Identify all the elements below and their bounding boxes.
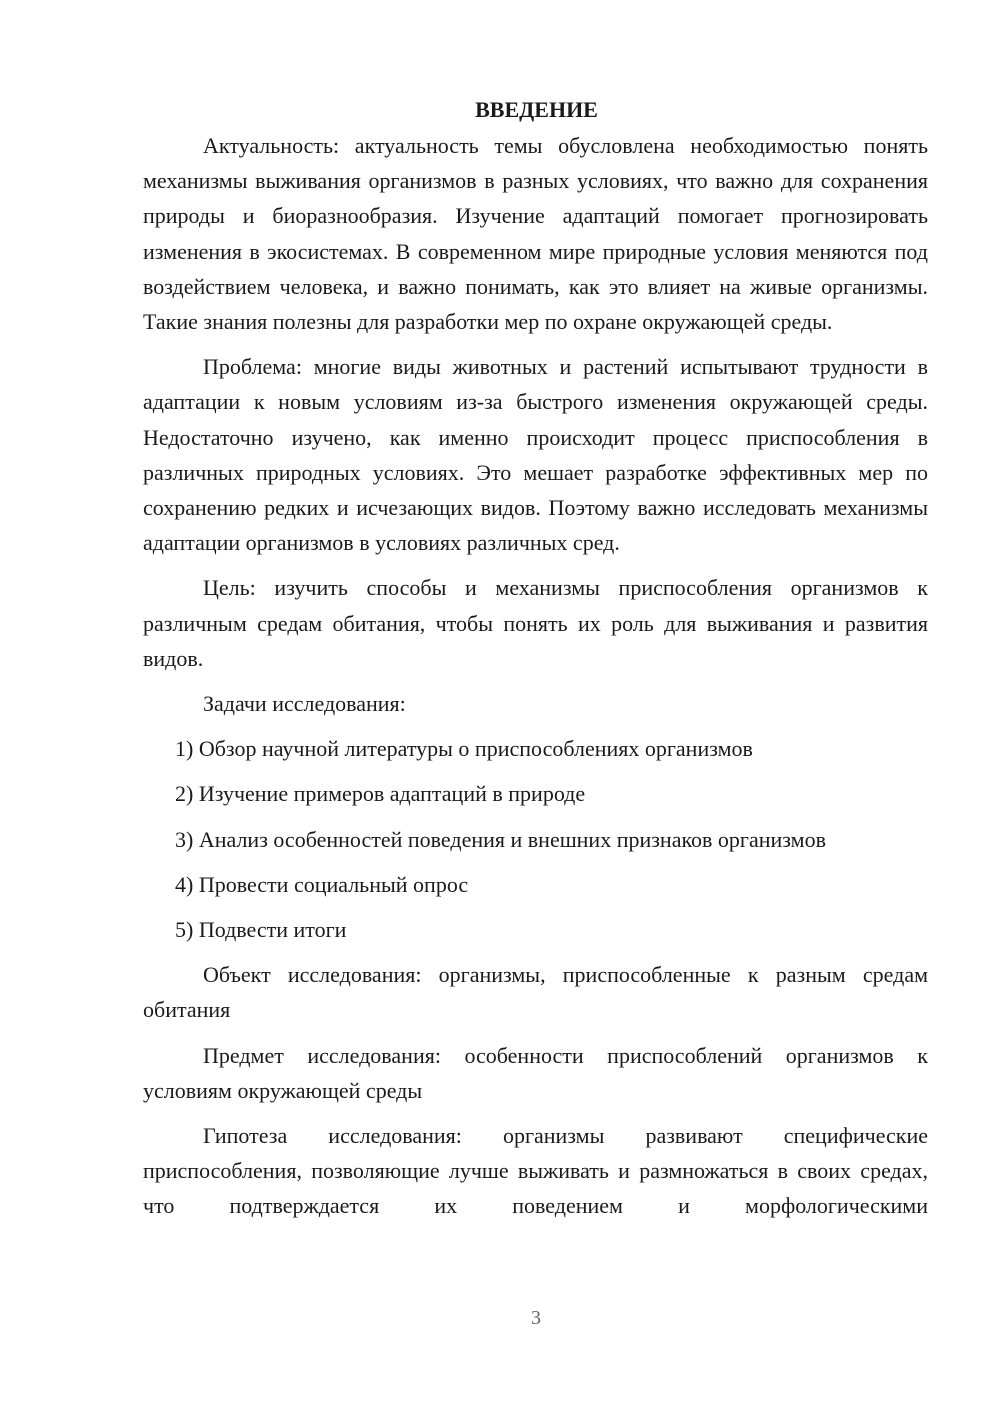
list-item: 1) Обзор научной литературы о приспособлениях организмов	[175, 736, 753, 762]
subject-paragraph: Предмет исследования: особенности приспособлений организмов к условиям окружающей среды	[143, 1042, 928, 1103]
page-number: 3	[531, 1307, 541, 1329]
object-paragraph: Объект исследования: организмы, приспособленные к разным средам обитания	[143, 962, 928, 1023]
list-item: 4) Провести социальный опрос	[175, 871, 469, 897]
list-item: 3) Анализ особенностей поведения и внешних признаков организмов	[175, 826, 826, 852]
list-item: 5) Подвести итоги	[175, 917, 347, 943]
hypothesis-paragraph: Гипотеза исследования: организмы развивают специфические приспособления, позволяющие лучше выживать и размножаться в своих средах, что подтверждается их поведением и морфологическими	[143, 1123, 928, 1219]
list-item: 2) Изучение примеров адаптаций в природе	[175, 781, 586, 807]
tasks-list	[143, 731, 928, 947]
goal-paragraph: Цель: изучить способы и механизмы приспособления организмов к различным средам обитания, чтобы понять их роль для выживания и развития видов.	[143, 575, 928, 671]
relevance-paragraph: Актуальность: актуальность темы обусловлена необходимостью понять механизмы выживания организмов в разных условиях, что важно для сохранения природы и биоразнообразия. Изучение адаптаций помогает прогнозировать изменения в экосистемах. В современном мире природные условия меняются под воздействием человека, и важно понимать, как это влияет на живые организмы. Такие знания полезны для разработки мер по охране окружающей среды.	[143, 133, 928, 335]
tasks-title: Задачи исследования:	[203, 691, 406, 717]
page-title: ВВЕДЕНИЕ	[475, 97, 598, 122]
problem-paragraph: Проблема: многие виды животных и растений испытывают трудности в адаптации к новым условиям из-за быстрого изменения окружающей среды. Недостаточно изучено, как именно происходит процесс приспособления в различных природных условиях. Это мешает разработке эффективных мер по сохранению редких и исчезающих видов. Поэтому важно исследовать механизмы адаптации организмов в условиях различных сред.	[143, 354, 928, 556]
document-page	[143, 92, 928, 1234]
